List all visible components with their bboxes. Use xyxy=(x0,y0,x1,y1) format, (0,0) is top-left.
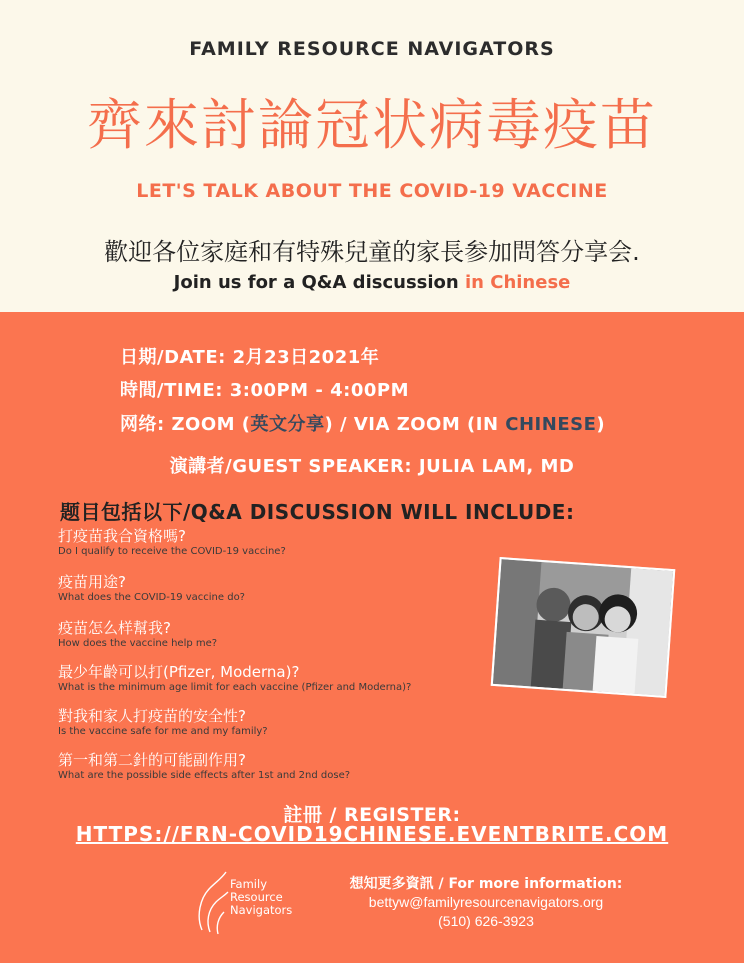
guest-speaker: 演講者/GUEST SPEAKER: JULIA LAM, MD xyxy=(169,456,575,477)
family-photo xyxy=(491,557,676,698)
event-zoom xyxy=(120,410,605,436)
list-item xyxy=(58,708,508,738)
family-photo-illustration xyxy=(493,559,673,696)
question-en: Do I qualify to receive the COVID-19 vaccine? xyxy=(58,546,286,557)
logo-line-3: Navigators xyxy=(230,903,293,917)
zoom-chinese: CHINESE xyxy=(505,414,597,435)
join-highlight: in Chinese xyxy=(464,272,571,293)
zoom-zh: 英文分享 xyxy=(250,414,325,435)
event-time: 時間/TIME: 3:00PM - 4:00PM xyxy=(120,380,409,401)
question-en: How does the vaccine help me? xyxy=(58,638,218,649)
question-en: What is the minimum age limit for each vaccine (Pfizer and Moderna)? xyxy=(58,682,412,693)
question-en: Is the vaccine safe for me and my family? xyxy=(58,726,268,737)
welcome-text: 歡迎各位家庭和有特殊兒童的家長参加問答分享会. xyxy=(104,238,640,266)
register-label: 註冊 / REGISTER: xyxy=(283,804,461,826)
list-item xyxy=(58,752,508,782)
join-prefix: Join us for a Q&A discussion xyxy=(173,272,465,293)
zoom-prefix: 网络: ZOOM ( xyxy=(120,414,251,435)
question-zh: 疫苗怎么样幫我? xyxy=(58,619,171,637)
question-en: What does the COVID-19 vaccine do? xyxy=(58,592,245,603)
list-item xyxy=(58,574,508,604)
contact-phone[interactable]: (510) 626-3923 xyxy=(438,913,534,929)
register-link[interactable]: HTTPS://FRN-COVID19CHINESE.EVENTBRITE.COM xyxy=(75,822,669,846)
contact-title: 想知更多資訊 / For more information: xyxy=(349,876,623,892)
page-title-english: LET'S TALK ABOUT THE COVID-19 VACCINE xyxy=(136,180,608,202)
page-title-chinese: 齊來討論冠状病毒疫苗 xyxy=(86,93,657,157)
org-name: FAMILY RESOURCE NAVIGATORS xyxy=(189,38,555,60)
event-date: 日期/DATE: 2月23日2021年 xyxy=(120,347,380,368)
list-item xyxy=(58,528,508,558)
discussion-heading: 题目包括以下/Q&A DISCUSSION WILL INCLUDE: xyxy=(60,500,575,524)
logo-line-2: Resource xyxy=(230,890,283,904)
list-item xyxy=(58,620,508,650)
zoom-suffix: ) xyxy=(596,414,606,435)
question-zh: 最少年齡可以打(Pfizer, Moderna)? xyxy=(58,663,300,681)
logo-line-1: Family xyxy=(230,877,268,891)
question-en: What are the possible side effects after 1st and 2nd dose? xyxy=(58,770,351,781)
question-zh: 對我和家人打疫苗的安全性? xyxy=(58,707,246,725)
logo-wordmark xyxy=(230,878,292,917)
contact-email[interactable]: bettyw@familyresourcenavigators.org xyxy=(368,894,604,910)
question-zh: 第一和第二針的可能副作用? xyxy=(58,751,246,769)
question-zh: 打疫苗我合資格嗎? xyxy=(58,527,186,545)
zoom-mid: ) / VIA ZOOM (IN xyxy=(324,414,506,435)
question-zh: 疫苗用途? xyxy=(58,573,126,591)
join-text xyxy=(0,272,744,293)
list-item xyxy=(58,664,508,694)
